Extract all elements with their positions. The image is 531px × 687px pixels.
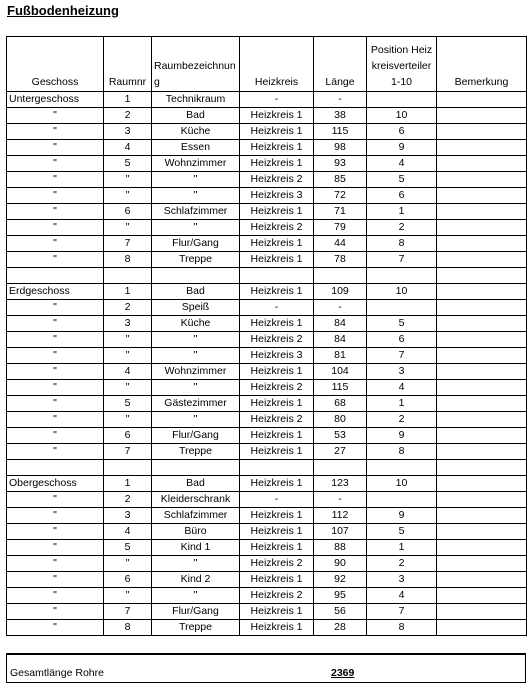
cell-bemerkung — [437, 316, 527, 332]
cell-position: 6 — [367, 124, 437, 140]
table-row — [7, 540, 527, 556]
cell-raumbezeichnung: Schlafzimmer — [152, 508, 240, 524]
cell-laenge: 115 — [314, 124, 367, 140]
cell-raumbezeichnung: Schlafzimmer — [152, 204, 240, 220]
cell-raumbezeichnung: " — [152, 412, 240, 428]
cell-heizkreis: Heizkreis 1 — [240, 508, 314, 524]
cell-raumnr: 8 — [104, 252, 152, 268]
cell-heizkreis: Heizkreis 1 — [240, 108, 314, 124]
cell-raumnr: 6 — [104, 572, 152, 588]
cell-heizkreis: - — [240, 492, 314, 508]
cell-heizkreis: - — [240, 300, 314, 316]
cell-raumbezeichnung: " — [152, 380, 240, 396]
document-title: Fußbodenheizung — [7, 3, 119, 18]
cell-raumnr: 3 — [104, 316, 152, 332]
cell-laenge: - — [314, 92, 367, 108]
table-row — [7, 572, 527, 588]
cell-raumnr: 3 — [104, 124, 152, 140]
cell-laenge: 68 — [314, 396, 367, 412]
cell-raumnr: 5 — [104, 396, 152, 412]
cell-raumbezeichnung: Treppe — [152, 444, 240, 460]
cell-laenge: 84 — [314, 316, 367, 332]
table-row — [7, 620, 527, 636]
cell-position: 2 — [367, 412, 437, 428]
cell-bemerkung — [437, 108, 527, 124]
table-row — [7, 524, 527, 540]
cell-geschoss: " — [7, 236, 104, 252]
header-row — [7, 37, 527, 92]
cell-heizkreis: Heizkreis 1 — [240, 620, 314, 636]
cell-geschoss — [7, 460, 104, 476]
cell-raumnr: 4 — [104, 524, 152, 540]
cell-bemerkung — [437, 556, 527, 572]
cell-position: 1 — [367, 396, 437, 412]
cell-raumbezeichnung: Bad — [152, 108, 240, 124]
cell-bemerkung — [437, 460, 527, 476]
cell-bemerkung — [437, 172, 527, 188]
cell-heizkreis: Heizkreis 2 — [240, 380, 314, 396]
cell-heizkreis: Heizkreis 2 — [240, 332, 314, 348]
header-geschoss: Geschoss — [7, 37, 104, 92]
table-row — [7, 556, 527, 572]
cell-heizkreis: Heizkreis 1 — [240, 572, 314, 588]
cell-laenge: 44 — [314, 236, 367, 252]
cell-geschoss: " — [7, 572, 104, 588]
cell-laenge: 56 — [314, 604, 367, 620]
cell-raumnr: 7 — [104, 604, 152, 620]
total-value: 2369 — [331, 667, 355, 679]
table-row — [7, 316, 527, 332]
table-row — [7, 348, 527, 364]
cell-geschoss: " — [7, 108, 104, 124]
cell-raumbezeichnung: Flur/Gang — [152, 428, 240, 444]
cell-heizkreis: Heizkreis 1 — [240, 428, 314, 444]
cell-geschoss: " — [7, 396, 104, 412]
cell-raumbezeichnung: Büro — [152, 524, 240, 540]
cell-bemerkung — [437, 268, 527, 284]
cell-bemerkung — [437, 236, 527, 252]
cell-geschoss: " — [7, 412, 104, 428]
cell-raumnr: " — [104, 412, 152, 428]
cell-geschoss: " — [7, 332, 104, 348]
cell-raumbezeichnung: " — [152, 220, 240, 236]
cell-laenge: - — [314, 300, 367, 316]
cell-heizkreis: Heizkreis 1 — [240, 316, 314, 332]
total-row — [6, 653, 526, 683]
cell-laenge: 93 — [314, 156, 367, 172]
cell-geschoss: " — [7, 380, 104, 396]
cell-laenge: 88 — [314, 540, 367, 556]
table-row — [7, 476, 527, 492]
table-row — [7, 604, 527, 620]
cell-heizkreis: Heizkreis 1 — [240, 156, 314, 172]
cell-position: 6 — [367, 188, 437, 204]
cell-raumbezeichnung: Wohnzimmer — [152, 156, 240, 172]
cell-raumbezeichnung: Flur/Gang — [152, 604, 240, 620]
header-raumnr: Raumnr — [104, 37, 152, 92]
table-row — [7, 172, 527, 188]
cell-laenge: 98 — [314, 140, 367, 156]
cell-bemerkung — [437, 380, 527, 396]
cell-raumbezeichnung: " — [152, 556, 240, 572]
cell-laenge: 71 — [314, 204, 367, 220]
cell-raumnr: 1 — [104, 476, 152, 492]
cell-heizkreis: Heizkreis 1 — [240, 284, 314, 300]
table-row — [7, 300, 527, 316]
cell-heizkreis: Heizkreis 1 — [240, 124, 314, 140]
cell-heizkreis: Heizkreis 1 — [240, 140, 314, 156]
table-row — [7, 412, 527, 428]
cell-laenge: 81 — [314, 348, 367, 364]
cell-raumnr: 2 — [104, 108, 152, 124]
cell-bemerkung — [437, 220, 527, 236]
cell-raumbezeichnung: Kind 2 — [152, 572, 240, 588]
cell-heizkreis: Heizkreis 2 — [240, 412, 314, 428]
cell-raumbezeichnung — [152, 460, 240, 476]
cell-raumnr — [104, 460, 152, 476]
cell-raumbezeichnung: Küche — [152, 316, 240, 332]
cell-position: 9 — [367, 428, 437, 444]
cell-bemerkung — [437, 492, 527, 508]
cell-position: 5 — [367, 316, 437, 332]
cell-laenge: 27 — [314, 444, 367, 460]
cell-laenge: 115 — [314, 380, 367, 396]
cell-geschoss: " — [7, 364, 104, 380]
cell-bemerkung — [437, 204, 527, 220]
cell-heizkreis: Heizkreis 2 — [240, 172, 314, 188]
cell-heizkreis: Heizkreis 1 — [240, 476, 314, 492]
cell-bemerkung — [437, 588, 527, 604]
cell-bemerkung — [437, 124, 527, 140]
cell-laenge: 79 — [314, 220, 367, 236]
cell-geschoss: " — [7, 156, 104, 172]
cell-heizkreis: Heizkreis 1 — [240, 524, 314, 540]
cell-laenge: 95 — [314, 588, 367, 604]
cell-raumnr: 2 — [104, 492, 152, 508]
cell-raumbezeichnung: Technikraum — [152, 92, 240, 108]
cell-bemerkung — [437, 476, 527, 492]
cell-raumbezeichnung: Wohnzimmer — [152, 364, 240, 380]
cell-heizkreis: Heizkreis 2 — [240, 556, 314, 572]
cell-position — [367, 460, 437, 476]
cell-bemerkung — [437, 508, 527, 524]
cell-geschoss: " — [7, 620, 104, 636]
header-position: Position Heizkreisverteiler 1-10 — [367, 37, 437, 92]
cell-laenge: 78 — [314, 252, 367, 268]
cell-geschoss: " — [7, 492, 104, 508]
table-row — [7, 204, 527, 220]
cell-laenge: 109 — [314, 284, 367, 300]
cell-geschoss: " — [7, 604, 104, 620]
cell-raumbezeichnung: Kleiderschrank — [152, 492, 240, 508]
cell-position: 2 — [367, 556, 437, 572]
cell-bemerkung — [437, 156, 527, 172]
cell-position — [367, 92, 437, 108]
cell-position: 4 — [367, 588, 437, 604]
cell-raumbezeichnung: Treppe — [152, 252, 240, 268]
cell-laenge: 85 — [314, 172, 367, 188]
table-row — [7, 252, 527, 268]
cell-raumbezeichnung: Treppe — [152, 620, 240, 636]
cell-laenge: 104 — [314, 364, 367, 380]
cell-position: 8 — [367, 620, 437, 636]
cell-bemerkung — [437, 620, 527, 636]
cell-position: 5 — [367, 172, 437, 188]
cell-heizkreis: Heizkreis 1 — [240, 396, 314, 412]
spacer-row — [7, 460, 527, 476]
cell-bemerkung — [437, 364, 527, 380]
cell-position: 1 — [367, 540, 437, 556]
cell-raumbezeichnung: Speiß — [152, 300, 240, 316]
cell-bemerkung — [437, 140, 527, 156]
header-laenge: Länge — [314, 37, 367, 92]
cell-raumnr: 6 — [104, 204, 152, 220]
cell-raumnr: 1 — [104, 284, 152, 300]
cell-laenge: 92 — [314, 572, 367, 588]
cell-raumnr: " — [104, 556, 152, 572]
cell-raumnr: 2 — [104, 300, 152, 316]
cell-geschoss: " — [7, 540, 104, 556]
cell-position: 4 — [367, 380, 437, 396]
cell-heizkreis: Heizkreis 2 — [240, 588, 314, 604]
cell-laenge: 112 — [314, 508, 367, 524]
cell-laenge: 107 — [314, 524, 367, 540]
cell-position: 4 — [367, 156, 437, 172]
cell-heizkreis: Heizkreis 1 — [240, 604, 314, 620]
table-row — [7, 364, 527, 380]
cell-position: 8 — [367, 236, 437, 252]
cell-position — [367, 492, 437, 508]
cell-bemerkung — [437, 284, 527, 300]
cell-raumnr: " — [104, 380, 152, 396]
cell-geschoss: " — [7, 316, 104, 332]
cell-laenge: 123 — [314, 476, 367, 492]
heating-circuit-table — [6, 36, 527, 636]
cell-position — [367, 268, 437, 284]
cell-heizkreis: Heizkreis 1 — [240, 540, 314, 556]
cell-position: 5 — [367, 524, 437, 540]
cell-bemerkung — [437, 540, 527, 556]
cell-heizkreis: Heizkreis 1 — [240, 204, 314, 220]
cell-raumbezeichnung: Gästezimmer — [152, 396, 240, 412]
cell-raumnr: 6 — [104, 428, 152, 444]
table-row — [7, 396, 527, 412]
cell-geschoss: " — [7, 588, 104, 604]
cell-heizkreis: Heizkreis 1 — [240, 364, 314, 380]
table-row — [7, 92, 527, 108]
cell-geschoss: " — [7, 300, 104, 316]
cell-laenge: 72 — [314, 188, 367, 204]
cell-laenge — [314, 460, 367, 476]
total-label: Gesamtlänge Rohre — [10, 667, 104, 679]
cell-raumbezeichnung: Essen — [152, 140, 240, 156]
cell-geschoss: " — [7, 220, 104, 236]
cell-geschoss: " — [7, 428, 104, 444]
cell-raumnr: " — [104, 348, 152, 364]
cell-raumnr — [104, 268, 152, 284]
cell-raumnr: 3 — [104, 508, 152, 524]
cell-bemerkung — [437, 444, 527, 460]
cell-geschoss: " — [7, 556, 104, 572]
cell-geschoss: Untergeschoss — [7, 92, 104, 108]
cell-position: 3 — [367, 572, 437, 588]
cell-bemerkung — [437, 428, 527, 444]
cell-raumnr: 7 — [104, 444, 152, 460]
cell-raumnr: " — [104, 332, 152, 348]
table-row — [7, 428, 527, 444]
cell-heizkreis: Heizkreis 1 — [240, 444, 314, 460]
cell-raumbezeichnung: " — [152, 172, 240, 188]
cell-laenge: - — [314, 492, 367, 508]
cell-geschoss: " — [7, 172, 104, 188]
cell-geschoss: " — [7, 204, 104, 220]
table-row — [7, 236, 527, 252]
cell-position: 8 — [367, 444, 437, 460]
cell-geschoss: " — [7, 252, 104, 268]
cell-geschoss: Obergeschoss — [7, 476, 104, 492]
cell-geschoss: " — [7, 348, 104, 364]
cell-geschoss: " — [7, 444, 104, 460]
cell-raumbezeichnung — [152, 268, 240, 284]
cell-geschoss: " — [7, 124, 104, 140]
table-row — [7, 284, 527, 300]
cell-position: 2 — [367, 220, 437, 236]
cell-raumnr: " — [104, 172, 152, 188]
cell-laenge — [314, 268, 367, 284]
cell-heizkreis: Heizkreis 2 — [240, 220, 314, 236]
cell-position: 7 — [367, 348, 437, 364]
cell-heizkreis: - — [240, 92, 314, 108]
cell-position: 3 — [367, 364, 437, 380]
cell-position: 10 — [367, 284, 437, 300]
cell-position: 10 — [367, 108, 437, 124]
cell-raumbezeichnung: " — [152, 588, 240, 604]
cell-bemerkung — [437, 396, 527, 412]
cell-heizkreis: Heizkreis 3 — [240, 348, 314, 364]
header-heizkreis: Heizkreis — [240, 37, 314, 92]
cell-raumbezeichnung: Küche — [152, 124, 240, 140]
cell-laenge: 80 — [314, 412, 367, 428]
cell-raumnr: 7 — [104, 236, 152, 252]
cell-bemerkung — [437, 348, 527, 364]
table-row — [7, 380, 527, 396]
header-bemerkung: Bemerkung — [437, 37, 527, 92]
table-row — [7, 588, 527, 604]
cell-bemerkung — [437, 524, 527, 540]
table-row — [7, 444, 527, 460]
cell-raumnr: " — [104, 188, 152, 204]
cell-bemerkung — [437, 300, 527, 316]
cell-bemerkung — [437, 412, 527, 428]
table-row — [7, 108, 527, 124]
cell-raumbezeichnung: Flur/Gang — [152, 236, 240, 252]
cell-raumnr: 8 — [104, 620, 152, 636]
cell-heizkreis — [240, 460, 314, 476]
cell-bemerkung — [437, 572, 527, 588]
cell-raumbezeichnung: " — [152, 332, 240, 348]
spacer-row — [7, 268, 527, 284]
table-row — [7, 332, 527, 348]
cell-geschoss: Erdgeschoss — [7, 284, 104, 300]
cell-raumnr: 4 — [104, 364, 152, 380]
table-row — [7, 492, 527, 508]
cell-position: 6 — [367, 332, 437, 348]
cell-raumnr: 4 — [104, 140, 152, 156]
cell-heizkreis: Heizkreis 1 — [240, 236, 314, 252]
cell-bemerkung — [437, 604, 527, 620]
cell-raumnr: 5 — [104, 540, 152, 556]
cell-geschoss — [7, 268, 104, 284]
cell-geschoss: " — [7, 508, 104, 524]
cell-laenge: 38 — [314, 108, 367, 124]
header-raumbezeichnung: Raumbezeichnung — [152, 37, 240, 92]
table-row — [7, 156, 527, 172]
cell-position — [367, 300, 437, 316]
cell-geschoss: " — [7, 524, 104, 540]
cell-position: 7 — [367, 252, 437, 268]
cell-position: 10 — [367, 476, 437, 492]
cell-laenge: 53 — [314, 428, 367, 444]
cell-raumbezeichnung: Kind 1 — [152, 540, 240, 556]
cell-raumbezeichnung: " — [152, 348, 240, 364]
table-row — [7, 140, 527, 156]
table-body — [7, 92, 527, 636]
cell-bemerkung — [437, 92, 527, 108]
cell-bemerkung — [437, 188, 527, 204]
cell-laenge: 84 — [314, 332, 367, 348]
cell-raumnr: " — [104, 220, 152, 236]
cell-heizkreis — [240, 268, 314, 284]
cell-raumnr: 1 — [104, 92, 152, 108]
cell-position: 9 — [367, 508, 437, 524]
cell-heizkreis: Heizkreis 1 — [240, 252, 314, 268]
cell-position: 9 — [367, 140, 437, 156]
table-row — [7, 508, 527, 524]
cell-bemerkung — [437, 252, 527, 268]
cell-raumbezeichnung: Bad — [152, 476, 240, 492]
cell-raumnr: " — [104, 588, 152, 604]
cell-geschoss: " — [7, 140, 104, 156]
cell-raumbezeichnung: " — [152, 188, 240, 204]
cell-geschoss: " — [7, 188, 104, 204]
cell-raumbezeichnung: Bad — [152, 284, 240, 300]
cell-position: 7 — [367, 604, 437, 620]
cell-position: 1 — [367, 204, 437, 220]
table-row — [7, 188, 527, 204]
table-row — [7, 124, 527, 140]
cell-raumnr: 5 — [104, 156, 152, 172]
table-row — [7, 220, 527, 236]
cell-bemerkung — [437, 332, 527, 348]
cell-laenge: 90 — [314, 556, 367, 572]
cell-heizkreis: Heizkreis 3 — [240, 188, 314, 204]
cell-laenge: 28 — [314, 620, 367, 636]
